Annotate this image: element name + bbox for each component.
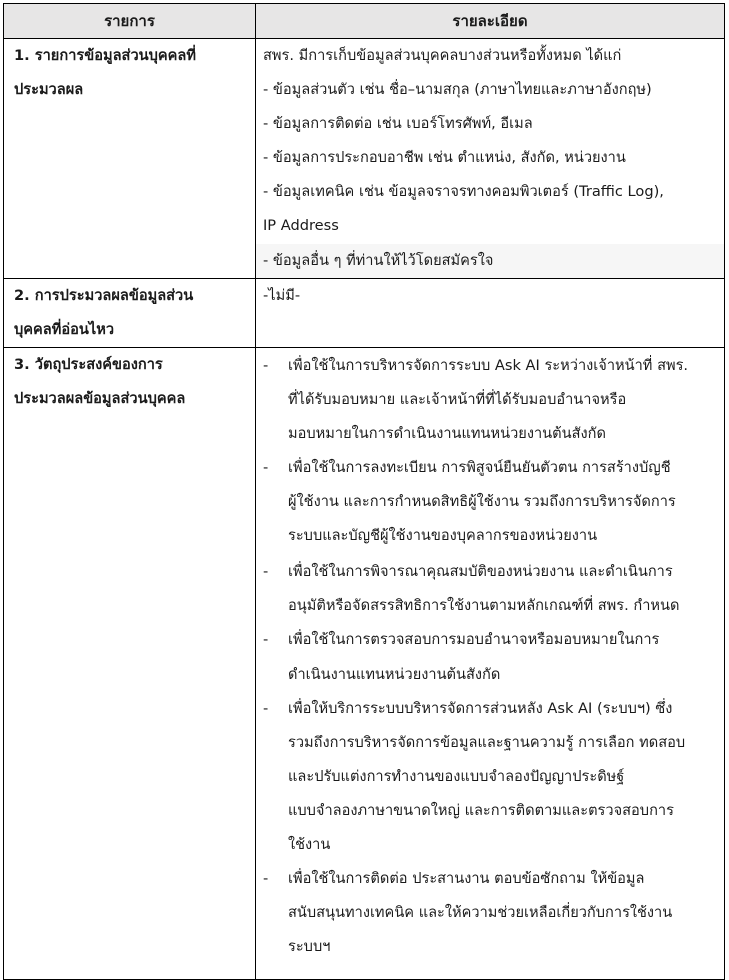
list-item <box>263 862 718 964</box>
row-label-line: 2. การประมวลผลข้อมูลส่วน <box>14 286 194 304</box>
row-label-line: 1. รายการข้อมูลส่วนบุคคลที่ <box>14 47 196 64</box>
list-item-line: แบบจำลองภาษาขนาดใหญ่ และการติดตามและตรวจสอบการ <box>288 801 674 819</box>
table-header-row <box>4 4 725 39</box>
row-detail <box>256 39 725 279</box>
list-item-line: ดำเนินงานแทนหน่วยงานต้นสังกัด <box>288 665 501 683</box>
list-item-line: มอบหมายในการดำเนินงานแทนหน่วยงานต้นสังกัด <box>288 424 606 442</box>
detail-item: - ข้อมูลการประกอบอาชีพ เช่น ตำแหน่ง, สังกัด, หน่วยงาน <box>263 149 626 167</box>
detail-intro: สพร. มีการเก็บข้อมูลส่วนบุคคลบางส่วนหรือทั้งหมด ได้แก่ <box>263 47 622 64</box>
header-item: รายการ <box>4 4 256 39</box>
detail-item: - ข้อมูลการติดต่อ เช่น เบอร์โทรศัพท์, อีเมล <box>263 115 533 133</box>
row-label <box>4 347 256 979</box>
list-item-line: เพื่อใช้ในการพิจารณาคุณสมบัติของหน่วยงาน และดำเนินการ <box>288 563 673 581</box>
table-row <box>4 347 725 979</box>
list-item-line: อนุมัติหรือจัดสรรสิทธิการใช้งานตามหลักเกณฑ์ที่ สพร. กำหนด <box>288 597 680 615</box>
bullet-dash: - <box>263 699 269 717</box>
purpose-list <box>263 349 718 965</box>
privacy-table <box>3 3 725 980</box>
list-item-line: เพื่อใช้ในการติดต่อ ประสานงาน ตอบข้อซักถาม ให้ข้อมูล <box>288 870 645 888</box>
detail-item: IP Address <box>263 217 339 235</box>
list-item-line: รวมถึงการบริหารจัดการข้อมูลและฐานความรู้ การเลือก ทดสอบ <box>288 733 686 751</box>
list-item-line: สนับสนุนทางเทคนิค และให้ความช่วยเหลือเกี่ยวกับการใช้งาน <box>288 904 673 922</box>
list-item-line: ที่ได้รับมอบหมาย และเจ้าหน้าที่ที่ได้รับมอบอำนาจหรือ <box>288 390 627 408</box>
detail-item: - ข้อมูลอื่น ๆ ที่ท่านให้ไว้โดยสมัครใจ <box>256 244 724 278</box>
bullet-dash: - <box>263 356 269 374</box>
detail-item: - ข้อมูลเทคนิค เช่น ข้อมูลจราจรทางคอมพิวเตอร์ (Traffic Log), <box>263 183 664 201</box>
table-row <box>4 278 725 347</box>
row-label-line: 3. วัตถุประสงค์ของการ <box>14 355 163 373</box>
bullet-dash: - <box>263 870 269 888</box>
list-item-line: ระบบและบัญชีผู้ใช้งานของบุคลากรของหน่วยงาน <box>288 527 598 545</box>
list-item <box>263 555 718 623</box>
list-item <box>263 623 718 691</box>
list-item-line: ผู้ใช้งาน และการกำหนดสิทธิผู้ใช้งาน รวมถึงการบริหารจัดการ <box>288 493 676 511</box>
row-detail <box>256 278 725 347</box>
bullet-dash: - <box>263 631 269 649</box>
row-label-line: ประมวลผลข้อมูลส่วนบุคคล <box>14 389 186 407</box>
row-detail <box>256 347 725 979</box>
row-label <box>4 39 256 279</box>
list-item-line: เพื่อใช้ในการตรวจสอบการมอบอำนาจหรือมอบหมายในการ <box>288 631 660 649</box>
list-item-line: และปรับแต่งการทำงานของแบบจำลองปัญญาประดิษฐ์ <box>288 767 625 785</box>
list-item-line: ใช้งาน <box>288 835 331 853</box>
table-row <box>4 39 725 279</box>
row-label <box>4 278 256 347</box>
row-label-line: ประมวลผล <box>14 81 84 98</box>
list-item <box>263 451 718 553</box>
header-detail: รายละเอียด <box>256 4 725 39</box>
detail-item: - ข้อมูลส่วนตัว เช่น ชื่อ–นามสกุล (ภาษาไทยและภาษาอังกฤษ) <box>263 81 652 99</box>
list-item-line: เพื่อใช้ในการบริหารจัดการระบบ Ask AI ระหว่างเจ้าหน้าที่ สพร. <box>288 356 689 374</box>
list-item-line: เพื่อให้บริการระบบบริหารจัดการส่วนหลัง Ask AI (ระบบฯ) ซึ่ง <box>288 699 673 717</box>
row-label-line: บุคคลที่อ่อนไหว <box>14 320 115 338</box>
list-item <box>263 692 718 862</box>
list-item-line: เพื่อใช้ในการลงทะเบียน การพิสูจน์ยืนยันตัวตน การสร้างบัญชี <box>288 458 671 476</box>
list-item <box>263 349 718 451</box>
bullet-dash: - <box>263 458 269 476</box>
list-item-line: ระบบฯ <box>288 938 331 956</box>
bullet-dash: - <box>263 563 269 581</box>
detail-value: -ไม่มี- <box>263 286 301 304</box>
